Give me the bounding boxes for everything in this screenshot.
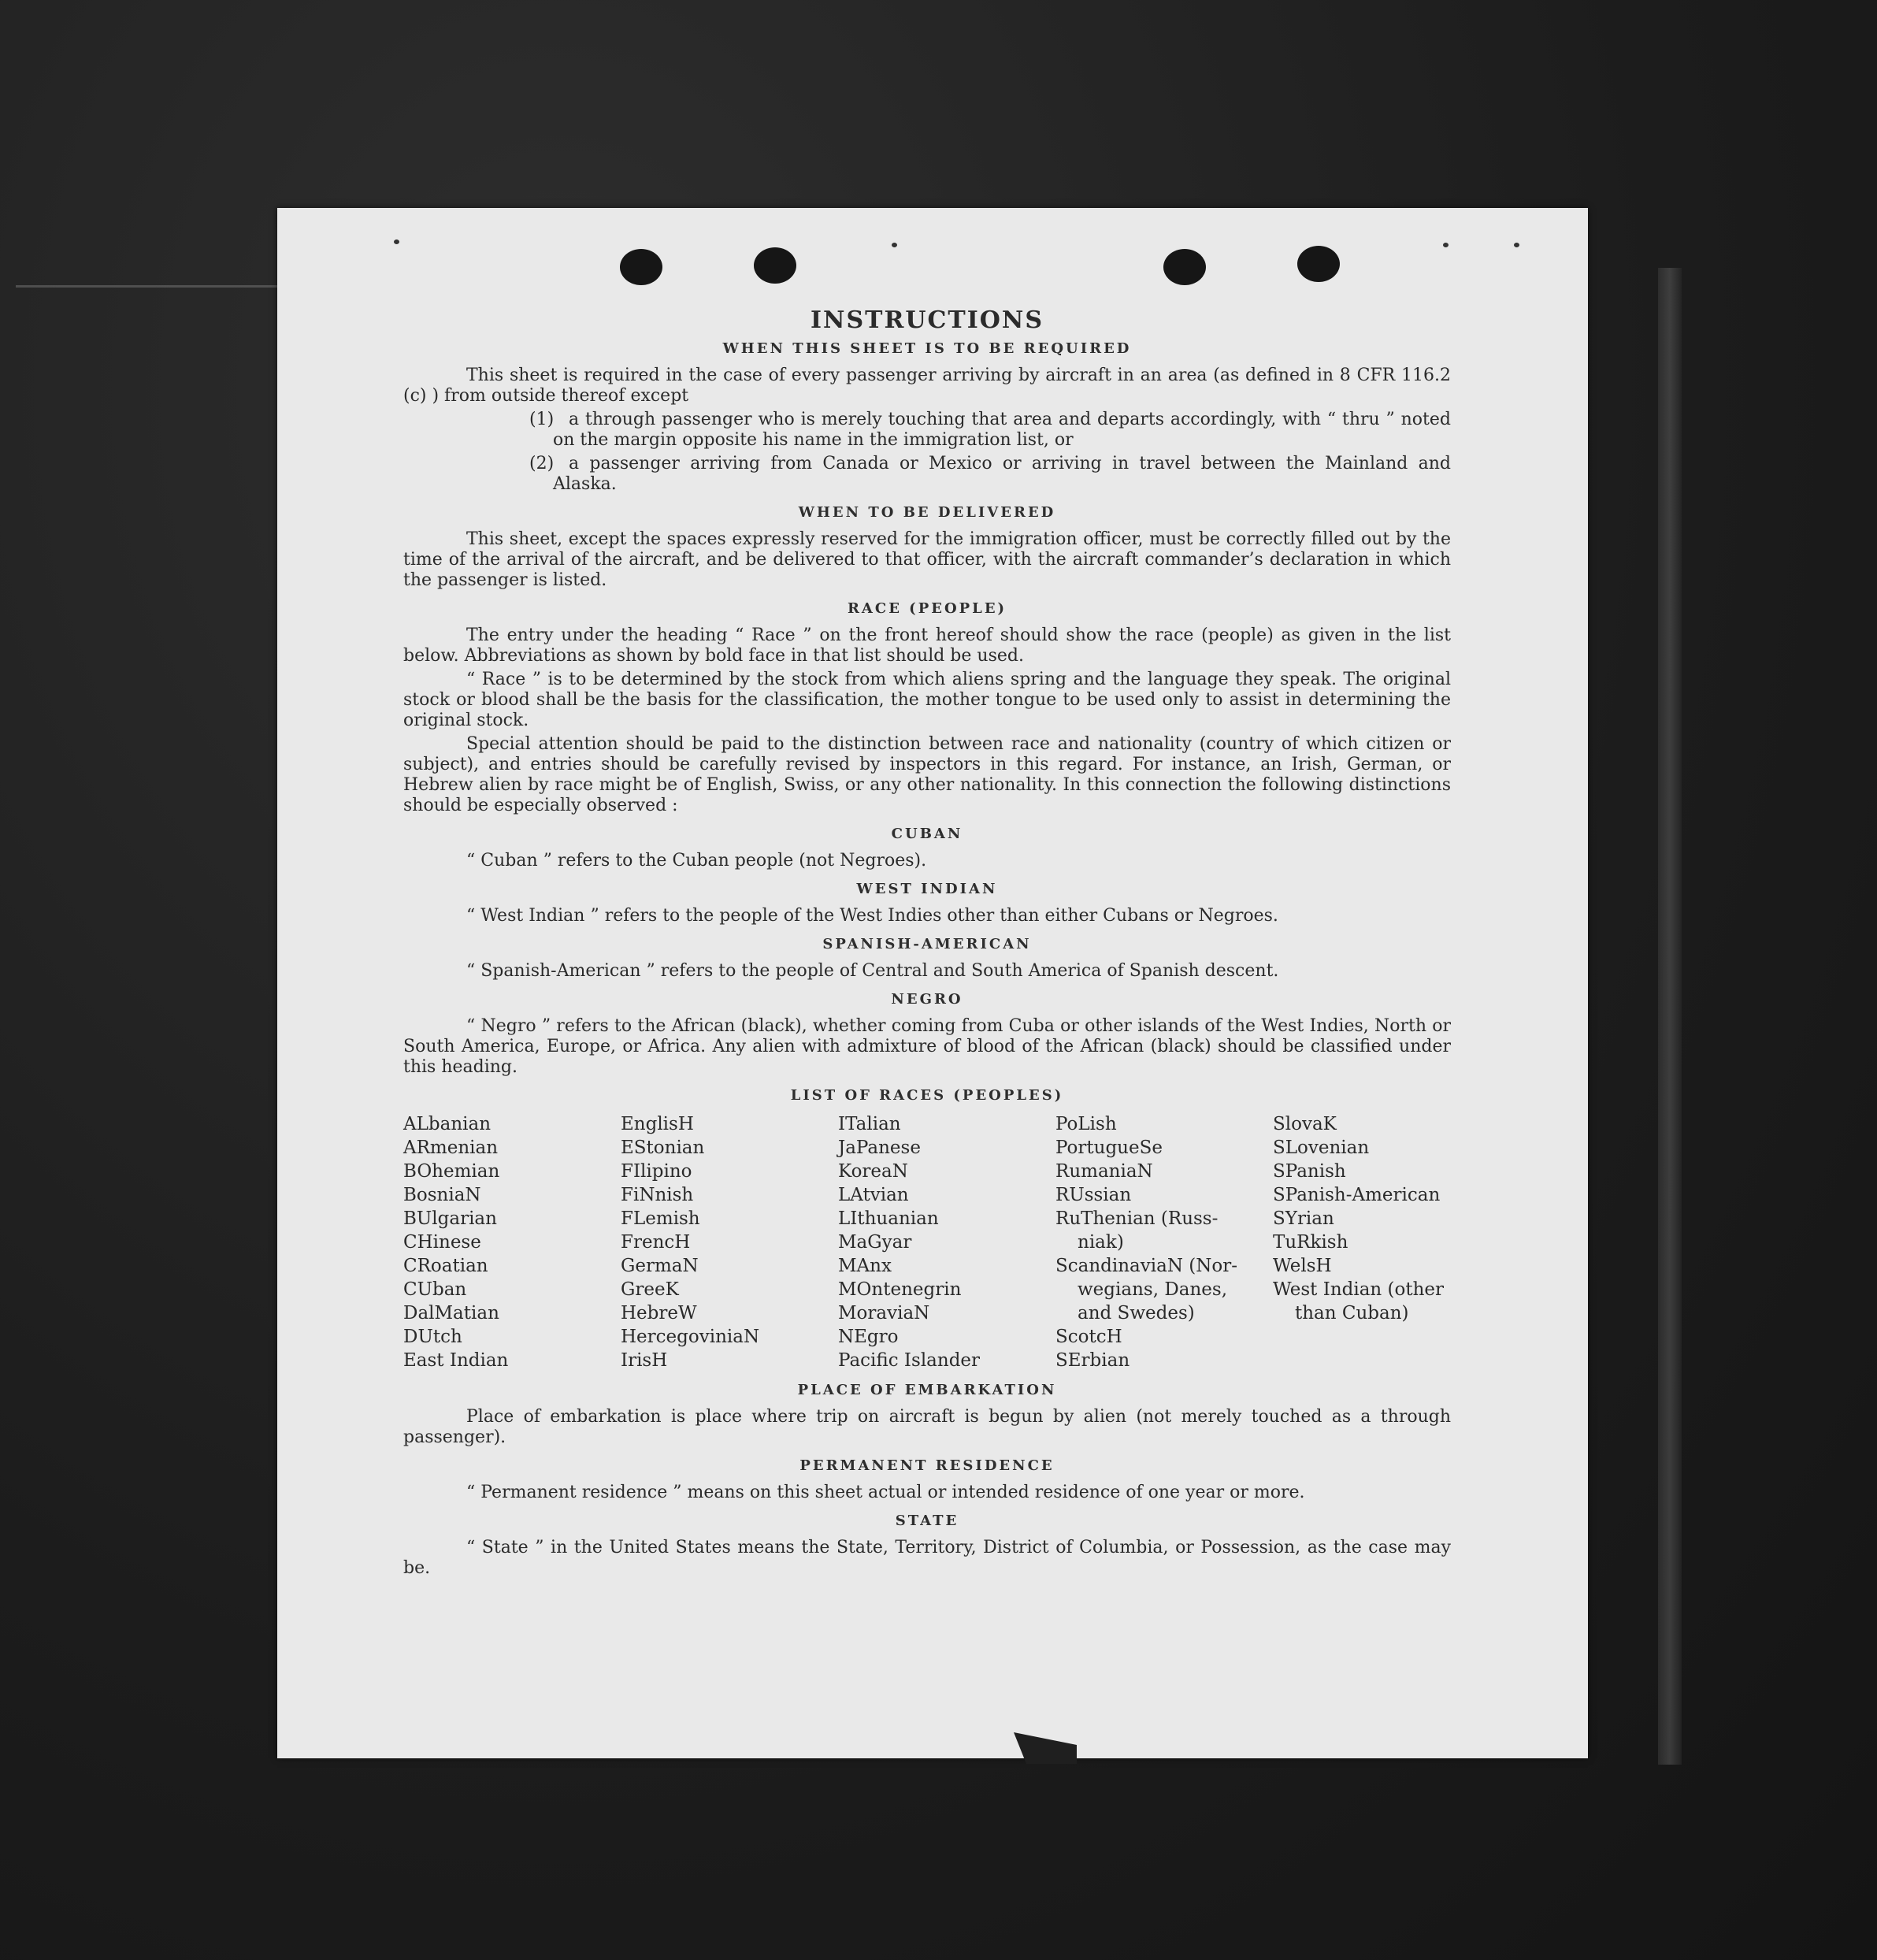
race-paragraph-3: Special attention should be paid to the distinction between race and nationality (country of which citizen or subject), and entries should be carefully revised by inspectors in this regard. For instance, an Irish, German, or Hebrew alien by race might be of English, Swiss, or any other nationality. In this connection the following distinctions should be especially observed : xyxy=(403,734,1451,815)
race-entry: RUssian xyxy=(1055,1185,1132,1205)
negro-text: “ Negro ” refers to the African (black), whether coming from Cuba or other islands of the West Indies, North or South America, Europe, or Africa. Any alien with admixture of blood of the African (black) should be classified under this heading. xyxy=(403,1016,1451,1077)
race-entry: RuThenian (Russ- xyxy=(1055,1208,1219,1229)
race-entry: ALbanian xyxy=(403,1114,492,1134)
race-entry: FLemish xyxy=(621,1208,700,1229)
race-entry: IrisH xyxy=(621,1350,668,1371)
race-entry: LAtvian xyxy=(838,1185,909,1205)
race-entry: ScotcH xyxy=(1055,1327,1122,1347)
race-entry: ITalian xyxy=(838,1114,901,1134)
page-title: INSTRUCTIONS xyxy=(811,306,1044,334)
race-entry: MoraviaN xyxy=(838,1303,930,1323)
west-indian-text: “ West Indian ” refers to the people of the West Indies other than either Cubans or Negroes. xyxy=(466,906,1278,926)
race-entry: FiNnish xyxy=(621,1185,694,1205)
punch-hole xyxy=(620,249,662,285)
race-entry: GermaN xyxy=(621,1256,699,1276)
race-entry: MOntenegrin xyxy=(838,1279,962,1300)
scan-artifact-line xyxy=(16,285,284,288)
race-entry: CRoatian xyxy=(403,1256,488,1276)
punch-hole xyxy=(1163,249,1206,285)
race-entry: EnglisH xyxy=(621,1114,694,1134)
race-entry: CHinese xyxy=(403,1232,481,1253)
race-paragraph-1: The entry under the heading “ Race ” on the front hereof should show the race (people) as given in the list below. Abbreviations as shown by bold face in that list should be used. xyxy=(403,625,1451,666)
race-entry: SlovaK xyxy=(1273,1114,1337,1134)
required-intro: This sheet is required in the case of every passenger arriving by aircraft in an area (as defined in 8 CFR 116.2 (c) ) from outside thereof except xyxy=(403,366,1451,406)
section-heading-required: WHEN THIS SHEET IS TO BE REQUIRED xyxy=(722,340,1132,357)
races-list xyxy=(403,1112,1451,1372)
speck xyxy=(1514,243,1519,247)
race-entry-continued: and Swedes) xyxy=(1078,1303,1195,1323)
race-entry: MAnx xyxy=(838,1256,892,1276)
race-entry: DalMatian xyxy=(403,1303,499,1323)
speck xyxy=(1443,243,1449,247)
race-entry: Pacific Islander xyxy=(838,1350,981,1371)
section-heading-spanish-american: SPANISH-AMERICAN xyxy=(822,936,1032,952)
instructions-content xyxy=(403,306,1451,1582)
race-entry: JaPanese xyxy=(838,1138,921,1158)
residence-text: “ Permanent residence ” means on this sheet actual or intended residence of one year or more. xyxy=(466,1483,1305,1502)
race-entry: FIlipino xyxy=(621,1161,692,1182)
embarkation-text: Place of embarkation is place where trip on aircraft is begun by alien (not merely touched as a through passenger). xyxy=(403,1407,1451,1447)
section-heading-state: STATE xyxy=(895,1513,959,1529)
section-heading-embarkation: PLACE OF EMBARKATION xyxy=(797,1382,1057,1398)
item-text: a passenger arriving from Canada or Mexico or arriving in travel between the Mainland and Alaska. xyxy=(553,454,1451,494)
required-item-1 xyxy=(529,410,1451,451)
item-text: a through passenger who is merely touching that area and departs accordingly, with “ thru ” noted on the margin opposite his name in the immigration list, or xyxy=(553,410,1451,450)
section-heading-negro: NEGRO xyxy=(891,991,963,1008)
race-entry: BOhemian xyxy=(403,1161,500,1182)
race-entry: FrencH xyxy=(621,1232,691,1253)
section-heading-delivered: WHEN TO BE DELIVERED xyxy=(798,504,1056,521)
race-entry: ScandinaviaN (Nor- xyxy=(1055,1256,1237,1276)
race-entry: SPanish xyxy=(1273,1161,1346,1182)
race-entry: GreeK xyxy=(621,1279,679,1300)
race-entry: SErbian xyxy=(1055,1350,1130,1371)
scan-edge-shadow xyxy=(1658,268,1682,1765)
race-entry: NEgro xyxy=(838,1327,899,1347)
required-item-2 xyxy=(529,454,1451,495)
race-entry: West Indian (other xyxy=(1273,1279,1445,1300)
race-entry: WelsH xyxy=(1273,1256,1332,1276)
race-entry: SLovenian xyxy=(1273,1138,1370,1158)
section-heading-west-indian: WEST INDIAN xyxy=(856,881,998,897)
cuban-text: “ Cuban ” refers to the Cuban people (not Negroes). xyxy=(466,851,927,870)
speck xyxy=(892,243,897,247)
section-heading-residence: PERMANENT RESIDENCE xyxy=(799,1457,1055,1474)
race-entry-continued: than Cuban) xyxy=(1295,1303,1409,1323)
races-column-5 xyxy=(1273,1112,1454,1372)
races-column-4 xyxy=(1055,1112,1273,1372)
section-heading-list: LIST OF RACES (PEOPLES) xyxy=(790,1087,1064,1104)
race-entry: RumaniaN xyxy=(1055,1161,1153,1182)
race-entry: BUlgarian xyxy=(403,1208,497,1229)
delivered-text: This sheet, except the spaces expressly reserved for the immigration officer, must be correctly filled out by the time of the arrival of the aircraft, and be delivered to that officer, with the aircraft commander’s declaration in which the passenger is listed. xyxy=(403,529,1451,590)
section-heading-cuban: CUBAN xyxy=(891,826,963,842)
race-entry: PortugueSe xyxy=(1055,1138,1163,1158)
race-entry: PoLish xyxy=(1055,1114,1117,1134)
race-entry: LIthuanian xyxy=(838,1208,939,1229)
section-heading-race: RACE (PEOPLE) xyxy=(847,600,1007,617)
race-entry: EStonian xyxy=(621,1138,705,1158)
punch-hole xyxy=(1297,246,1340,282)
race-entry: CUban xyxy=(403,1279,467,1300)
race-entry: SPanish-American xyxy=(1273,1185,1441,1205)
race-entry: ARmenian xyxy=(403,1138,499,1158)
race-entry: East Indian xyxy=(403,1350,509,1371)
races-column-3 xyxy=(838,1112,1055,1372)
punch-hole xyxy=(754,247,796,284)
race-entry: MaGyar xyxy=(838,1232,912,1253)
race-entry: HercegoviniaN xyxy=(621,1327,760,1347)
race-entry-continued: wegians, Danes, xyxy=(1078,1279,1228,1300)
speck xyxy=(394,239,399,244)
item-number: (1) xyxy=(529,410,555,429)
state-text: “ State ” in the United States means the State, Territory, District of Columbia, or Possession, as the case may be. xyxy=(403,1538,1451,1578)
race-entry-continued: niak) xyxy=(1078,1232,1124,1253)
instruction-sheet xyxy=(277,208,1588,1758)
race-entry: TuRkish xyxy=(1273,1232,1348,1253)
race-entry: KoreaN xyxy=(838,1161,908,1182)
spanish-american-text: “ Spanish-American ” refers to the people of Central and South America of Spanish descent. xyxy=(466,961,1279,981)
item-number: (2) xyxy=(529,454,555,473)
race-paragraph-2: “ Race ” is to be determined by the stock from which aliens spring and the language they speak. The original stock or blood shall be the basis for the classification, the mother tongue to be used only to assist in determining the original stock. xyxy=(403,670,1451,730)
races-column-2 xyxy=(621,1112,838,1372)
race-entry: DUtch xyxy=(403,1327,462,1347)
race-entry: SYrian xyxy=(1273,1208,1334,1229)
races-column-1 xyxy=(403,1112,621,1372)
race-entry: HebreW xyxy=(621,1303,697,1323)
race-entry: BosniaN xyxy=(403,1185,481,1205)
